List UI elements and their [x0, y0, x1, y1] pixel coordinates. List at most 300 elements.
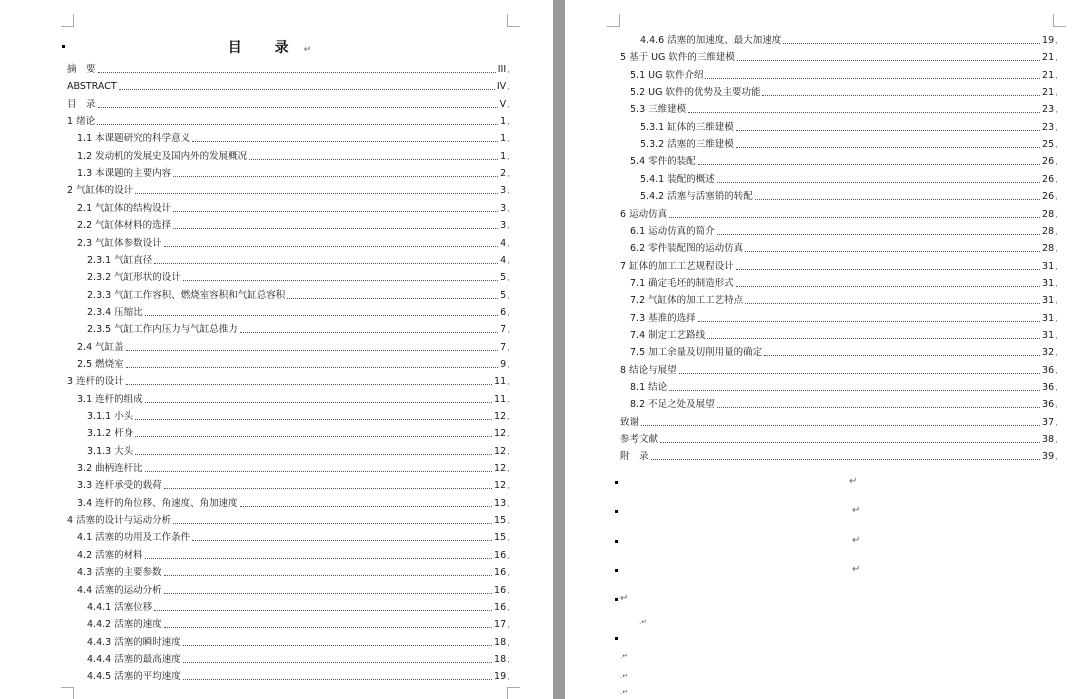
paragraph-mark: , [507, 273, 510, 284]
toc-entry-page: 32 [1042, 347, 1055, 359]
toc-leader-dots [669, 217, 1040, 218]
empty-paragraph-bullet [615, 540, 618, 543]
toc-entry [87, 444, 510, 458]
paragraph-mark: .↵ [620, 672, 629, 680]
paragraph-mark: , [507, 65, 510, 75]
toc-entry-page: 13 [494, 497, 507, 509]
toc-entry [77, 149, 510, 163]
toc-entry-label: 7 缸体的加工工艺规程设计 [620, 260, 734, 272]
toc-entry [630, 241, 1058, 255]
toc-leader-dots [745, 303, 1040, 304]
toc-leader-dots [145, 471, 492, 472]
toc-entry-label: 8 结论与展望 [620, 364, 677, 376]
toc-leader-dots [173, 228, 498, 229]
toc-leader-dots [762, 95, 1040, 96]
toc-entry-page: 18 [494, 636, 507, 648]
toc-entry-label: 4.4.6 活塞的加速度、最大加速度 [640, 35, 782, 46]
toc-entry-label: 5.3.2 活塞的三维建模 [640, 139, 734, 151]
toc-leader-dots [173, 211, 498, 212]
toc-entry-label: 2.1 气缸体的结构设计 [77, 202, 172, 214]
paragraph-mark: , [1055, 157, 1058, 168]
toc-leader-dots [651, 459, 1041, 460]
paragraph-mark: , [507, 290, 510, 301]
toc-entry-page: 39 [1042, 451, 1055, 463]
toc-entry [77, 201, 510, 215]
toc-entry-label: 4.4.3 活塞的瞬时速度 [87, 636, 181, 648]
paragraph-mark: , [1055, 140, 1058, 151]
toc-leader-dots [164, 488, 492, 489]
toc-entry [630, 293, 1058, 307]
toc-entry-label: 6 运动仿真 [620, 208, 668, 220]
toc-entry-label: 7.1 确定毛坯的制造形式 [630, 277, 734, 289]
paragraph-mark: , [1055, 105, 1058, 116]
toc-leader-dots [135, 193, 498, 194]
toc-entry-label: 3.1.1 小头 [87, 411, 134, 422]
toc-entry-page: V [499, 98, 507, 110]
toc-entry-page: 16 [494, 549, 507, 561]
toc-entry [77, 548, 510, 562]
toc-entry-page: 36 [1042, 382, 1055, 393]
toc-entry-label: 4.1 活塞的功用及工作条件 [77, 532, 191, 544]
toc-entry-page: 19 [494, 671, 507, 683]
paragraph-mark: , [507, 342, 510, 353]
toc-entry-label: 4.2 活塞的材料 [77, 549, 143, 561]
empty-paragraph-bullet [615, 481, 618, 484]
paragraph-mark: , [507, 637, 510, 648]
paragraph-mark: , [507, 429, 510, 440]
toc-leader-dots [249, 159, 498, 160]
toc-entry-label: 5.4 零件的装配 [630, 156, 696, 168]
toc-entry-label: 8.2 不足之处及展望 [630, 399, 715, 411]
toc-entry-page: 31 [1042, 312, 1055, 324]
toc-entry [77, 236, 510, 250]
toc-entry-page: 16 [494, 584, 507, 596]
toc-entry-label: 附 录 [620, 451, 649, 463]
paragraph-mark: , [507, 117, 510, 128]
toc-entry-page: 18 [494, 653, 507, 665]
toc-entry-page: 12 [494, 411, 507, 422]
toc-entry [640, 137, 1058, 151]
toc-entry-label: 3.1.2 杆身 [87, 428, 134, 440]
toc-entry [77, 530, 510, 544]
toc-leader-dots [764, 355, 1040, 356]
toc-entry [640, 120, 1058, 134]
toc-entry-page: 5 [500, 289, 507, 301]
toc-leader-dots [679, 373, 1040, 374]
toc-entry-page: 9 [500, 358, 507, 370]
paragraph-mark: , [507, 481, 510, 492]
toc-entry-label: 4 活塞的设计与运动分析 [67, 515, 172, 527]
toc-leader-dots [737, 60, 1040, 61]
toc-entry-label: 2.3 气缸体参数设计 [77, 237, 162, 249]
toc-entry-page: 28 [1042, 243, 1055, 255]
paragraph-mark: ↵ [852, 535, 861, 546]
toc-entry-page: 37 [1042, 416, 1055, 428]
toc-entry [77, 496, 510, 510]
toc-entry [630, 276, 1058, 290]
paragraph-mark: ↵ [852, 505, 861, 516]
toc-entry-label: 6.2 零件装配图的运动仿真 [630, 243, 744, 255]
toc-entry-label: 5 基于 UG 软件的三维建模 [620, 52, 735, 64]
toc-entry-page: 36 [1042, 399, 1055, 411]
toc-leader-dots [717, 182, 1040, 183]
toc-entry [77, 131, 510, 145]
paragraph-mark: , [1055, 348, 1058, 359]
toc-entry [77, 340, 510, 354]
toc-leader-dots [154, 610, 492, 611]
toc-leader-dots [154, 263, 498, 264]
paragraph-mark: , [507, 82, 510, 93]
toc-entry-page: 31 [1042, 260, 1055, 272]
toc-entry-page: 4 [500, 254, 507, 266]
paragraph-mark: , [507, 585, 510, 596]
toc-entry-page: 15 [494, 515, 507, 527]
toc-entry-label: 3.1.3 大头 [87, 445, 134, 457]
toc-entry [67, 513, 510, 527]
toc-entry-page: 25 [1042, 139, 1055, 151]
toc-entry [67, 114, 510, 128]
toc-entry-page: 15 [494, 532, 507, 544]
toc-entry-page: 16 [494, 601, 507, 613]
toc-entry [630, 345, 1058, 359]
toc-entry-label: 4.4.5 活塞的平均速度 [87, 671, 181, 683]
paragraph-mark: , [1055, 36, 1058, 46]
toc-entry-page: 2 [500, 168, 507, 180]
toc-entry-label: 1.2 发动机的发展史及国内外的发展概况 [77, 150, 248, 162]
toc-entry-label: 致谢 [620, 416, 640, 428]
paragraph-mark: ↵ [620, 593, 629, 604]
toc-leader-dots [173, 523, 492, 524]
toc-entry-label: 7.4 制定工艺路线 [630, 329, 706, 341]
toc-entry-label: ABSTRACT [67, 81, 117, 93]
paragraph-mark: , [507, 307, 510, 318]
paragraph-mark: , [1055, 365, 1058, 376]
toc-entry-page: 28 [1042, 208, 1055, 220]
toc-entry [87, 635, 510, 649]
toc-entry [77, 392, 510, 406]
paragraph-mark: , [507, 359, 510, 370]
toc-entry [77, 218, 510, 232]
toc-leader-dots [145, 558, 492, 559]
toc-entry-page: 1 [500, 116, 507, 128]
toc-entry-page: 21 [1042, 52, 1055, 64]
paragraph-mark: , [1055, 192, 1058, 203]
toc-entry [67, 97, 510, 111]
toc-entry-page: 38 [1042, 434, 1055, 446]
toc-leader-dots [183, 662, 492, 663]
toc-entry-page: 26 [1042, 173, 1055, 185]
toc-entry-label: 1 绪论 [67, 116, 96, 128]
empty-paragraph-bullet [615, 598, 618, 601]
paragraph-mark: , [507, 325, 510, 336]
toc-entry [77, 357, 510, 371]
paragraph-mark: , [507, 134, 510, 145]
toc-leader-dots [164, 246, 498, 247]
toc-entry [87, 270, 510, 284]
toc-entry-label: 2 气缸体的设计 [67, 185, 134, 197]
toc-leader-dots [164, 593, 492, 594]
toc-entry-label: 2.3.5 气缸工作内压力与气缸总推力 [87, 324, 238, 336]
paragraph-mark: , [507, 654, 510, 665]
toc-entry-label: 4.3 活塞的主要参数 [77, 567, 162, 579]
toc-leader-dots [145, 315, 498, 316]
toc-entry-page: 3 [500, 185, 507, 197]
toc-entry-page: 26 [1042, 156, 1055, 168]
toc-entry-page: 19 [1042, 35, 1055, 46]
toc-entry-label: 1.1 本课题研究的科学意义 [77, 133, 191, 145]
toc-leader-dots [192, 141, 498, 142]
toc-entry-label: 2.3.3 气缸工作容积、燃烧室容积和气缸总容积 [87, 289, 286, 301]
toc-leader-dots [135, 436, 492, 437]
paragraph-mark: , [1055, 435, 1058, 446]
toc-leader-dots [698, 321, 1040, 322]
toc-entry [87, 600, 510, 614]
toc-entry-page: 21 [1042, 69, 1055, 81]
toc-entry-label: 3.2 曲柄连杆比 [77, 463, 143, 475]
toc-leader-dots [183, 645, 492, 646]
toc-entry [87, 288, 510, 302]
toc-entry-page: 12 [494, 480, 507, 492]
paragraph-mark: , [507, 99, 510, 110]
paragraph-mark: , [1055, 452, 1058, 463]
toc-entry [630, 311, 1058, 325]
paragraph-mark: , [1055, 122, 1058, 133]
toc-leader-dots [98, 107, 498, 108]
toc-entry-page: 11 [494, 393, 507, 405]
toc-entry-label: 5.3 三维建模 [630, 104, 687, 116]
toc-leader-dots [183, 280, 498, 281]
toc-entry-label: 4.4.2 活塞的速度 [87, 619, 162, 631]
toc-entry-page: 31 [1042, 329, 1055, 341]
toc-entry [640, 189, 1058, 203]
toc-entry [87, 409, 510, 423]
paragraph-mark: , [1055, 88, 1058, 99]
toc-entry-page: 23 [1042, 121, 1055, 133]
toc-entry [620, 449, 1058, 463]
toc-leader-dots [126, 367, 498, 368]
paragraph-mark: , [1055, 313, 1058, 324]
toc-entry [630, 154, 1058, 168]
toc-entry [77, 565, 510, 579]
toc-entry [87, 669, 510, 683]
toc-entry [630, 224, 1058, 238]
toc-entry-page: 3 [500, 220, 507, 232]
paragraph-mark: , [507, 672, 510, 683]
paragraph-mark: , [507, 238, 510, 249]
paragraph-mark: , [1055, 226, 1058, 237]
toc-entry [67, 62, 510, 76]
toc-entry [620, 432, 1058, 446]
toc-entry-label: 4.4.1 活塞位移 [87, 601, 153, 613]
toc-leader-dots [126, 384, 492, 385]
toc-entry [67, 374, 510, 388]
paragraph-mark: .↵ [639, 618, 648, 626]
paragraph-mark: , [1055, 330, 1058, 341]
toc-leader-dots [669, 390, 1040, 391]
paragraph-mark: , [507, 550, 510, 561]
toc-leader-dots [135, 454, 492, 455]
toc-entry-label: 8.1 结论 [630, 382, 668, 393]
toc-entry-label: 3.4 连杆的角位移、角速度、角加速度 [77, 497, 238, 509]
toc-leader-dots [717, 234, 1040, 235]
toc-entry-page: 31 [1042, 277, 1055, 289]
toc-entry [630, 397, 1058, 411]
paragraph-mark: , [1055, 209, 1058, 220]
toc-leader-dots [135, 419, 492, 420]
toc-leader-dots [164, 575, 492, 576]
toc-entry-page: 28 [1042, 225, 1055, 237]
toc-entry-page: 5 [500, 272, 507, 284]
toc-leader-dots [660, 442, 1040, 443]
toc-leader-dots [240, 506, 492, 507]
toc-entry [640, 172, 1058, 186]
toc-leader-dots [98, 72, 496, 73]
toc-entry-label: 参考文献 [620, 434, 659, 446]
toc-entry-page: 36 [1042, 364, 1055, 376]
toc-entry-page: 23 [1042, 104, 1055, 116]
toc-entry [620, 259, 1058, 273]
paragraph-mark: , [507, 377, 510, 388]
toc-entry-page: 1 [500, 133, 507, 145]
toc-entry-label: 7.2 气缸体的加工工艺特点 [630, 295, 744, 307]
toc-entry-label: 7.5 加工余量及切削用量的确定 [630, 347, 763, 359]
paragraph-mark: , [1055, 296, 1058, 307]
paragraph-mark: , [507, 620, 510, 631]
toc-leader-dots [745, 251, 1040, 252]
toc-entry [87, 253, 510, 267]
toc-entry-label: 5.4.2 活塞与活塞销的转配 [640, 191, 753, 203]
toc-leader-dots [736, 269, 1040, 270]
toc-leader-dots [736, 130, 1040, 131]
document-page-right [565, 0, 1080, 699]
toc-entry-label: 2.3.2 气缸形状的设计 [87, 272, 181, 284]
toc-entry-page: III [497, 64, 507, 75]
toc-entry-label: 2.2 气缸体材料的选择 [77, 220, 172, 232]
toc-entry-label: 4.4.4 活塞的最高速度 [87, 653, 181, 665]
toc-title: 目 录↵ [227, 40, 326, 56]
toc-entry [630, 85, 1058, 99]
toc-entry [87, 426, 510, 440]
toc-entry-label: 7.3 基准的选择 [630, 312, 696, 324]
paragraph-mark: ↵ [849, 476, 858, 487]
paragraph-mark: .↵ [620, 688, 629, 696]
toc-entry-label: 目 录 [67, 98, 96, 110]
paragraph-mark: , [507, 186, 510, 197]
paragraph-mark: , [507, 446, 510, 457]
toc-entry [630, 102, 1058, 116]
toc-entry-page: 17 [494, 619, 507, 631]
toc-leader-dots [736, 147, 1040, 148]
toc-entry [620, 50, 1058, 64]
toc-entry-page: 21 [1042, 87, 1055, 99]
toc-leader-dots [717, 407, 1040, 408]
paragraph-mark: ↵ [852, 564, 861, 575]
toc-leader-dots [698, 164, 1040, 165]
paragraph-mark: , [507, 533, 510, 544]
toc-entry-page: IV [496, 81, 507, 93]
toc-entry-label: 3.1 连杆的组成 [77, 393, 143, 405]
toc-entry [87, 322, 510, 336]
toc-entry [67, 183, 510, 197]
paragraph-mark: .↵ [620, 652, 629, 660]
toc-entry-page: 3 [500, 202, 507, 214]
paragraph-mark: , [507, 498, 510, 509]
toc-entry-label: 摘 要 [67, 64, 96, 75]
toc-leader-dots [97, 124, 498, 125]
toc-leader-dots [119, 89, 495, 90]
toc-entry-label: 5.2 UG 软件的优势及主要功能 [630, 87, 761, 99]
toc-entry-label: 6.1 运动仿真的简介 [630, 225, 715, 237]
toc-leader-dots [183, 679, 492, 680]
toc-entry [620, 207, 1058, 221]
paragraph-mark: , [507, 602, 510, 613]
paragraph-mark: , [507, 516, 510, 527]
paragraph-mark: , [1055, 400, 1058, 411]
paragraph-mark: , [507, 412, 510, 422]
paragraph-mark: , [1055, 278, 1058, 289]
toc-entry-label: 3.3 连杆承受的载荷 [77, 480, 162, 492]
paragraph-mark: , [507, 394, 510, 405]
paragraph-mark: , [507, 169, 510, 180]
paragraph-mark: , [1055, 53, 1058, 64]
toc-leader-dots [126, 350, 498, 351]
toc-entry-label: 1.3 本课题的主要内容 [77, 168, 172, 180]
paragraph-mark: , [507, 568, 510, 579]
toc-entry-page: 31 [1042, 295, 1055, 307]
toc-entry-page: 12 [494, 463, 507, 475]
toc-list-right [565, 0, 1080, 699]
toc-entry-label: 2.3.1 气缸直径 [87, 254, 153, 266]
toc-entry [630, 328, 1058, 342]
toc-leader-dots [164, 627, 492, 628]
toc-entry-label: 5.1 UG 软件介绍 [630, 69, 704, 81]
paragraph-mark: , [507, 151, 510, 162]
toc-leader-dots [736, 286, 1040, 287]
empty-paragraph-bullet [615, 510, 618, 513]
toc-entry-label: 2.4 气缸盖 [77, 341, 124, 353]
toc-entry [620, 363, 1058, 377]
empty-paragraph-bullet [615, 637, 618, 640]
paragraph-mark: , [1055, 261, 1058, 272]
toc-entry-page: 7 [500, 324, 507, 336]
paragraph-mark: , [1055, 70, 1058, 81]
toc-entry-page: 12 [494, 445, 507, 457]
toc-leader-dots [688, 112, 1040, 113]
toc-leader-dots [641, 425, 1040, 426]
toc-entry-label: 3 连杆的设计 [67, 376, 124, 388]
toc-entry [87, 617, 510, 631]
toc-entry [630, 68, 1058, 82]
toc-entry [77, 461, 510, 475]
toc-entry-page: 4 [500, 237, 507, 249]
toc-entry-page: 11 [494, 376, 507, 388]
toc-entry-page: 6 [500, 306, 507, 318]
toc-leader-dots [192, 540, 492, 541]
toc-entry-page: 7 [500, 341, 507, 353]
paragraph-mark: , [1055, 383, 1058, 393]
toc-leader-dots [173, 176, 498, 177]
toc-entry-page: 12 [494, 428, 507, 440]
paragraph-mark: , [507, 203, 510, 214]
toc-leader-dots [240, 332, 498, 333]
toc-entry [640, 33, 1058, 47]
toc-entry-label: 2.5 燃烧室 [77, 358, 124, 370]
toc-entry [630, 380, 1058, 394]
toc-entry [87, 652, 510, 666]
paragraph-mark: , [1055, 174, 1058, 185]
toc-entry [67, 79, 510, 93]
toc-entry-page: 26 [1042, 191, 1055, 203]
